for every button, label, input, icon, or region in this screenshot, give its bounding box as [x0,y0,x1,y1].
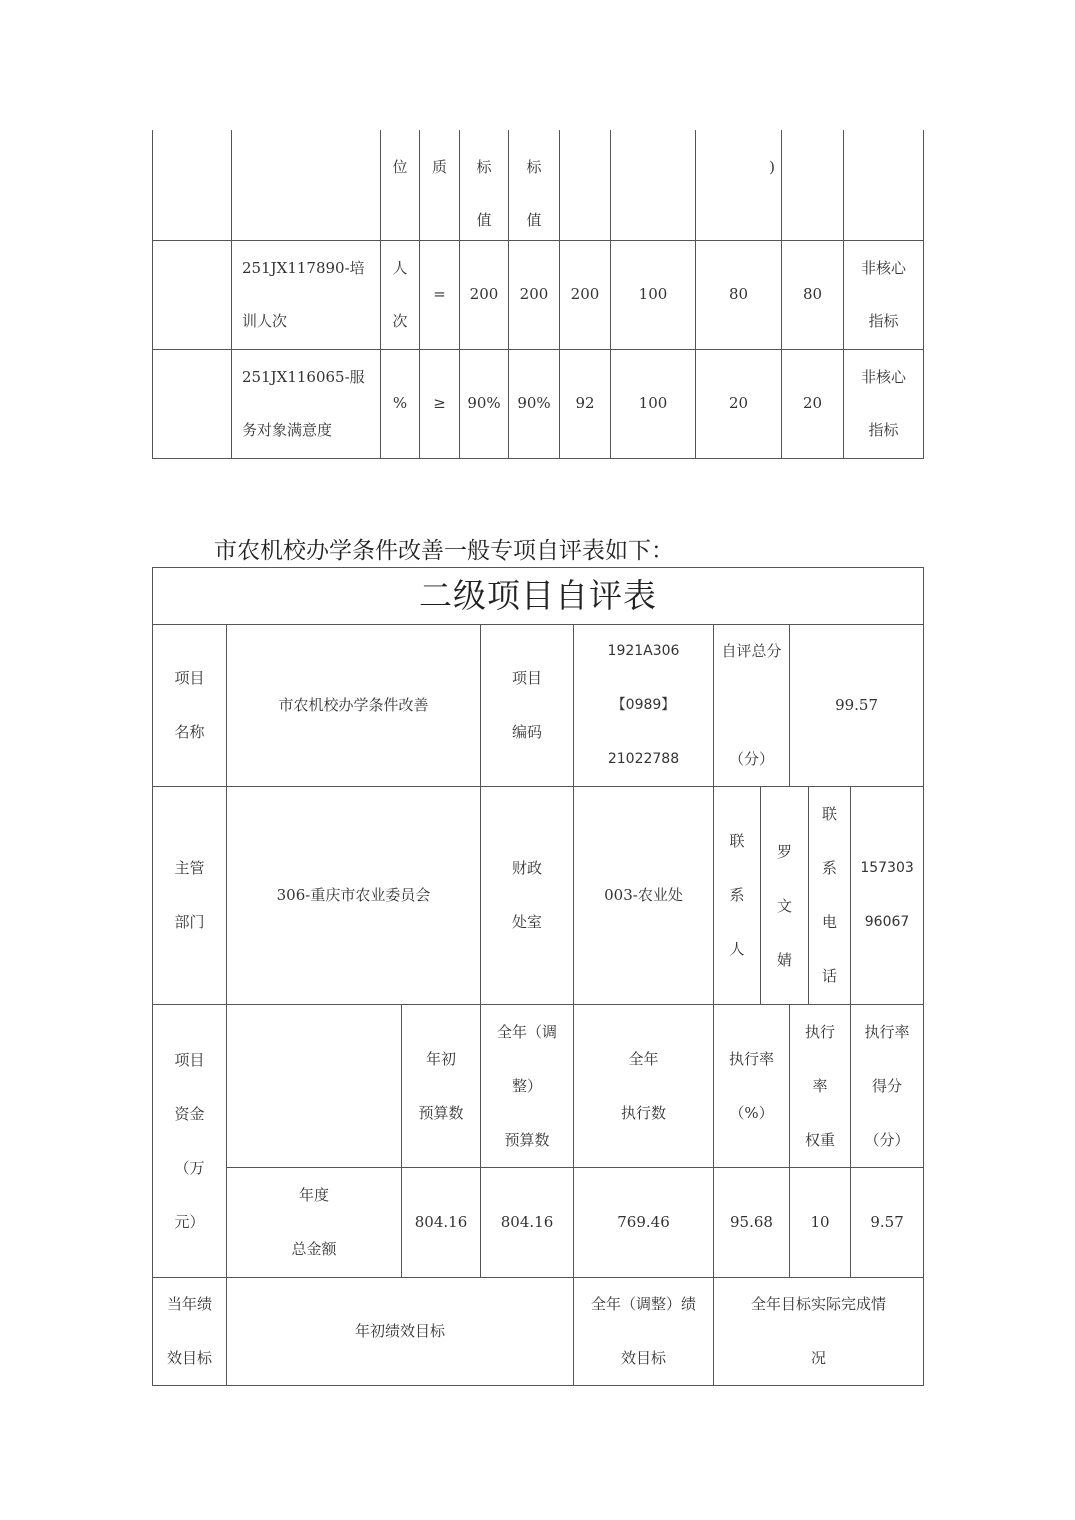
text: 全年目标实际完成情 [751,1295,887,1313]
score: 20 [782,349,844,458]
self-score-label [714,625,790,787]
rate: 100 [611,349,696,458]
contact [761,787,809,1005]
text: 率 [812,1076,828,1095]
indicator-table [152,130,924,459]
text: 标 [526,158,542,176]
weight: 20 [696,349,782,458]
text: 权重 [804,1130,835,1149]
fund-label [153,1005,227,1278]
indicator-name [232,240,381,349]
project-code [574,625,714,787]
intro-text: 市农机校办学条件改善一般专项自评表如下： [214,538,674,564]
text: 251JX116065-服 [242,367,365,386]
total-weight: 10 [790,1168,851,1278]
goal-label [153,1278,227,1386]
text: 联 [821,805,837,823]
text: 效目标 [166,1349,212,1367]
text: 主管 [174,859,205,877]
text: 非核心 [860,367,906,386]
col-initial [402,1005,481,1168]
text: 效目标 [620,1349,666,1367]
text: 21022788 [607,751,680,767]
text: 值 [476,211,492,229]
text: 系 [821,859,837,877]
text: 【0989】 [611,697,676,713]
text: 执行数 [620,1103,666,1122]
weight: 80 [696,240,782,349]
nature: ≥ [420,349,460,458]
cell [560,130,611,240]
text: 全年（调整）绩 [590,1295,696,1313]
cell [153,240,232,349]
cell [232,130,381,240]
text: （万 [174,1158,205,1177]
cell [227,1005,402,1168]
col-adjusted [481,1005,574,1168]
cell [782,130,844,240]
text: 96067 [864,914,910,930]
nature-header [420,130,460,240]
dept: 306-重庆市农业委员会 [227,787,481,1005]
indicator-type [844,240,924,349]
goal-adjusted [574,1278,714,1386]
unit [381,240,420,349]
paren-header [696,130,782,240]
goal-row [153,1278,924,1386]
rate: 100 [611,240,696,349]
goal-initial: 年初绩效目标 [227,1278,574,1386]
text: 处室 [511,913,542,931]
actual: 200 [560,240,611,349]
text: 编码 [511,723,542,741]
total-initial: 804.16 [402,1168,481,1278]
contact-label [714,787,761,1005]
text: 人 [392,258,408,277]
text: 训人次 [242,311,288,330]
text: 质 [431,158,447,176]
text: 电 [821,913,837,931]
title-row [153,568,924,625]
text: 文 [776,897,792,915]
text: 预算数 [418,1103,464,1122]
total-executed: 769.46 [574,1168,714,1278]
text: 人 [729,940,745,958]
text: 总金额 [291,1240,337,1258]
text: （分） [864,1130,910,1149]
text: 婧 [776,951,792,969]
project-code-label [481,625,574,787]
project-name: 市农机校办学条件改善 [227,625,481,787]
nature: = [420,240,460,349]
text: 非核心 [860,258,906,277]
finance-label [481,787,574,1005]
text: 务对象满意度 [242,420,333,439]
target-2: 200 [509,240,560,349]
text: 全年 [628,1049,659,1068]
target-1: 90% [460,349,509,458]
text: 251JX117890-培 [242,258,365,277]
text: 财政 [511,859,542,877]
total-score: 9.57 [851,1168,924,1278]
target-header-2 [509,130,560,240]
text: 年度 [298,1186,329,1204]
target-header-1 [460,130,509,240]
text: 项目 [174,1050,205,1069]
text: 自评总分 [721,642,782,660]
text: 项目 [174,669,205,687]
indicator-type [844,349,924,458]
actual: 92 [560,349,611,458]
project-row [153,625,924,787]
text: 全年（调 [496,1022,557,1041]
score: 80 [782,240,844,349]
table-row [153,240,924,349]
unit: % [381,349,420,458]
self-score: 99.57 [790,625,924,787]
total-label [227,1168,402,1278]
unit-header [381,130,420,240]
col-weight [790,1005,851,1168]
text: 联 [729,832,745,850]
text: 整） [511,1076,542,1095]
target-1: 200 [460,240,509,349]
text: 指标 [868,420,899,439]
indicator-name [232,349,381,458]
col-executed [574,1005,714,1168]
text: 得分 [872,1076,903,1095]
text: 标 [476,158,492,176]
col-rate [714,1005,790,1168]
phone [851,787,924,1005]
text: 话 [821,967,837,985]
finance: 003-农业处 [574,787,714,1005]
target-2: 90% [509,349,560,458]
text: ) [769,158,775,176]
phone-label [809,787,851,1005]
self-evaluation-table [152,567,924,1386]
text: 位 [392,158,408,176]
text: 年初 [425,1049,456,1068]
text: 值 [526,211,542,229]
text: 次 [392,311,408,330]
cell [611,130,696,240]
table-title: 二级项目自评表 [153,568,924,625]
fund-total-row [153,1168,924,1278]
fund-header-row [153,1005,924,1168]
text: 名称 [174,723,205,741]
text: （分） [728,750,774,768]
text: （%） [729,1103,774,1122]
project-name-label [153,625,227,787]
text: 1921A306 [607,643,680,659]
text: 资金 [174,1104,205,1123]
text: 执行 [804,1022,835,1041]
text: 部门 [174,913,205,931]
col-score [851,1005,924,1168]
table-row [153,349,924,458]
cell [153,349,232,458]
text: 157303 [860,860,914,876]
text: 罗 [776,843,792,861]
total-rate: 95.68 [714,1168,790,1278]
text: 当年绩 [166,1295,212,1313]
text: 项目 [511,669,542,687]
text: 执行率 [728,1049,774,1068]
cell [844,130,924,240]
total-adjusted: 804.16 [481,1168,574,1278]
text: 况 [811,1349,827,1367]
dept-label [153,787,227,1005]
text: 系 [729,886,745,904]
cell [153,130,232,240]
goal-actual [714,1278,924,1386]
header-row-continued [153,130,924,240]
text: 预算数 [504,1130,550,1149]
text: 指标 [868,311,899,330]
department-row [153,787,924,1005]
text: 元） [174,1212,205,1231]
text: 执行率 [864,1022,910,1041]
